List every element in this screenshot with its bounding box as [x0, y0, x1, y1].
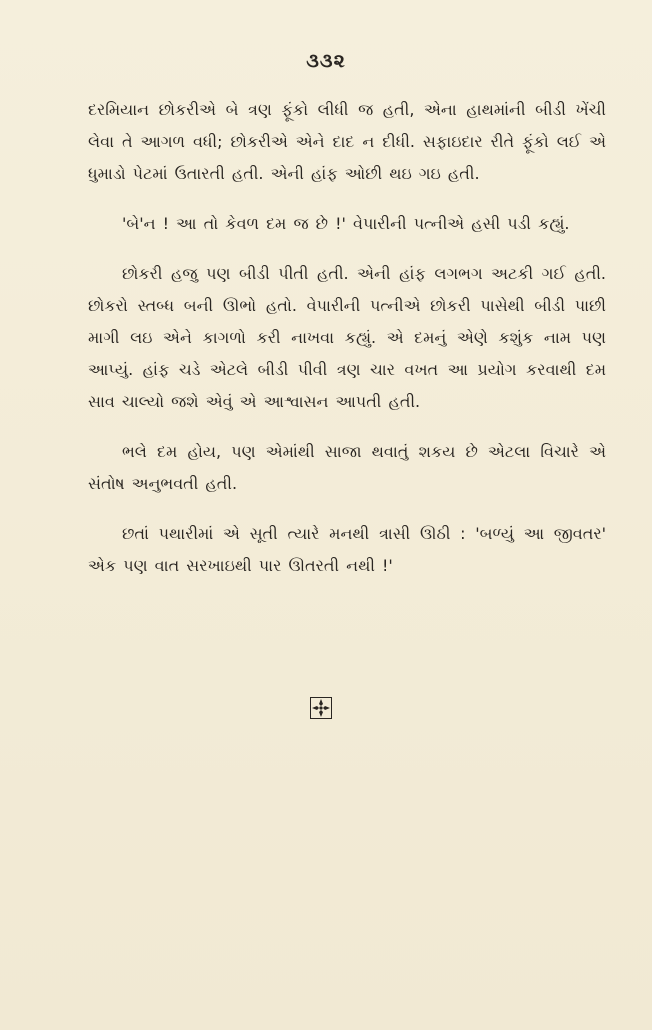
paragraph-2: 'બે'ન ! આ તો કેવળ દમ જ છે !' વેપારીની પત્નીએ હસી પડી કહ્યું. [122, 214, 570, 233]
paragraph-4: ભલે દમ હોય, પણ એમાંથી સાજા થવાતું શકય છે એટલા વિચારે એ સંતોષ અનુભવતી હતી. [88, 442, 606, 493]
cross-ornament-icon [310, 697, 332, 719]
page-number: ૩૩૨ [306, 50, 346, 72]
body-text [88, 94, 606, 600]
paragraph-5: છતાં પથારીમાં એ સૂતી ત્યારે મનથી ત્રાસી ઊઠી : 'બળ્યું આ જીવતર' એક પણ વાત સરખાઇથી પાર ઊતરતી નથી !' [88, 524, 606, 575]
paragraph-3: છોકરી હજુ પણ બીડી પીતી હતી. એની હાંફ લગભગ અટકી ગઈ હતી. છોકરો સ્તબ્ધ બની ઊભો હતો. વેપારીની પત્નીએ છોકરી પાસેથી બીડી પાછી માગી લઇ એને કાગળો કરી નાખવા કહ્યું. એ દમનું એણે કશુંક નામ પણ આપ્યું. હાંફ ચડે એટલે બીડી પીવી ત્રણ ચાર વખત આ પ્રયોગ કરવાથી દમ સાવ ચાલ્યો જશે એવું એ આશ્વાસન આપતી હતી. [88, 264, 606, 411]
paragraph-1: દરમિયાન છોકરીએ બે ત્રણ ફૂંકો લીધી જ હતી, એના હાથમાંની બીડી ખેંચી લેવા તે આગળ વધી; છોકરીએ એને દાદ ન દીધી. સફાઇદાર રીતે ફૂંકો લઈ એ ધુમાડો પેટમાં ઉતારતી હતી. એની હાંફ ઓછી થઇ ગઇ હતી. [88, 100, 606, 183]
